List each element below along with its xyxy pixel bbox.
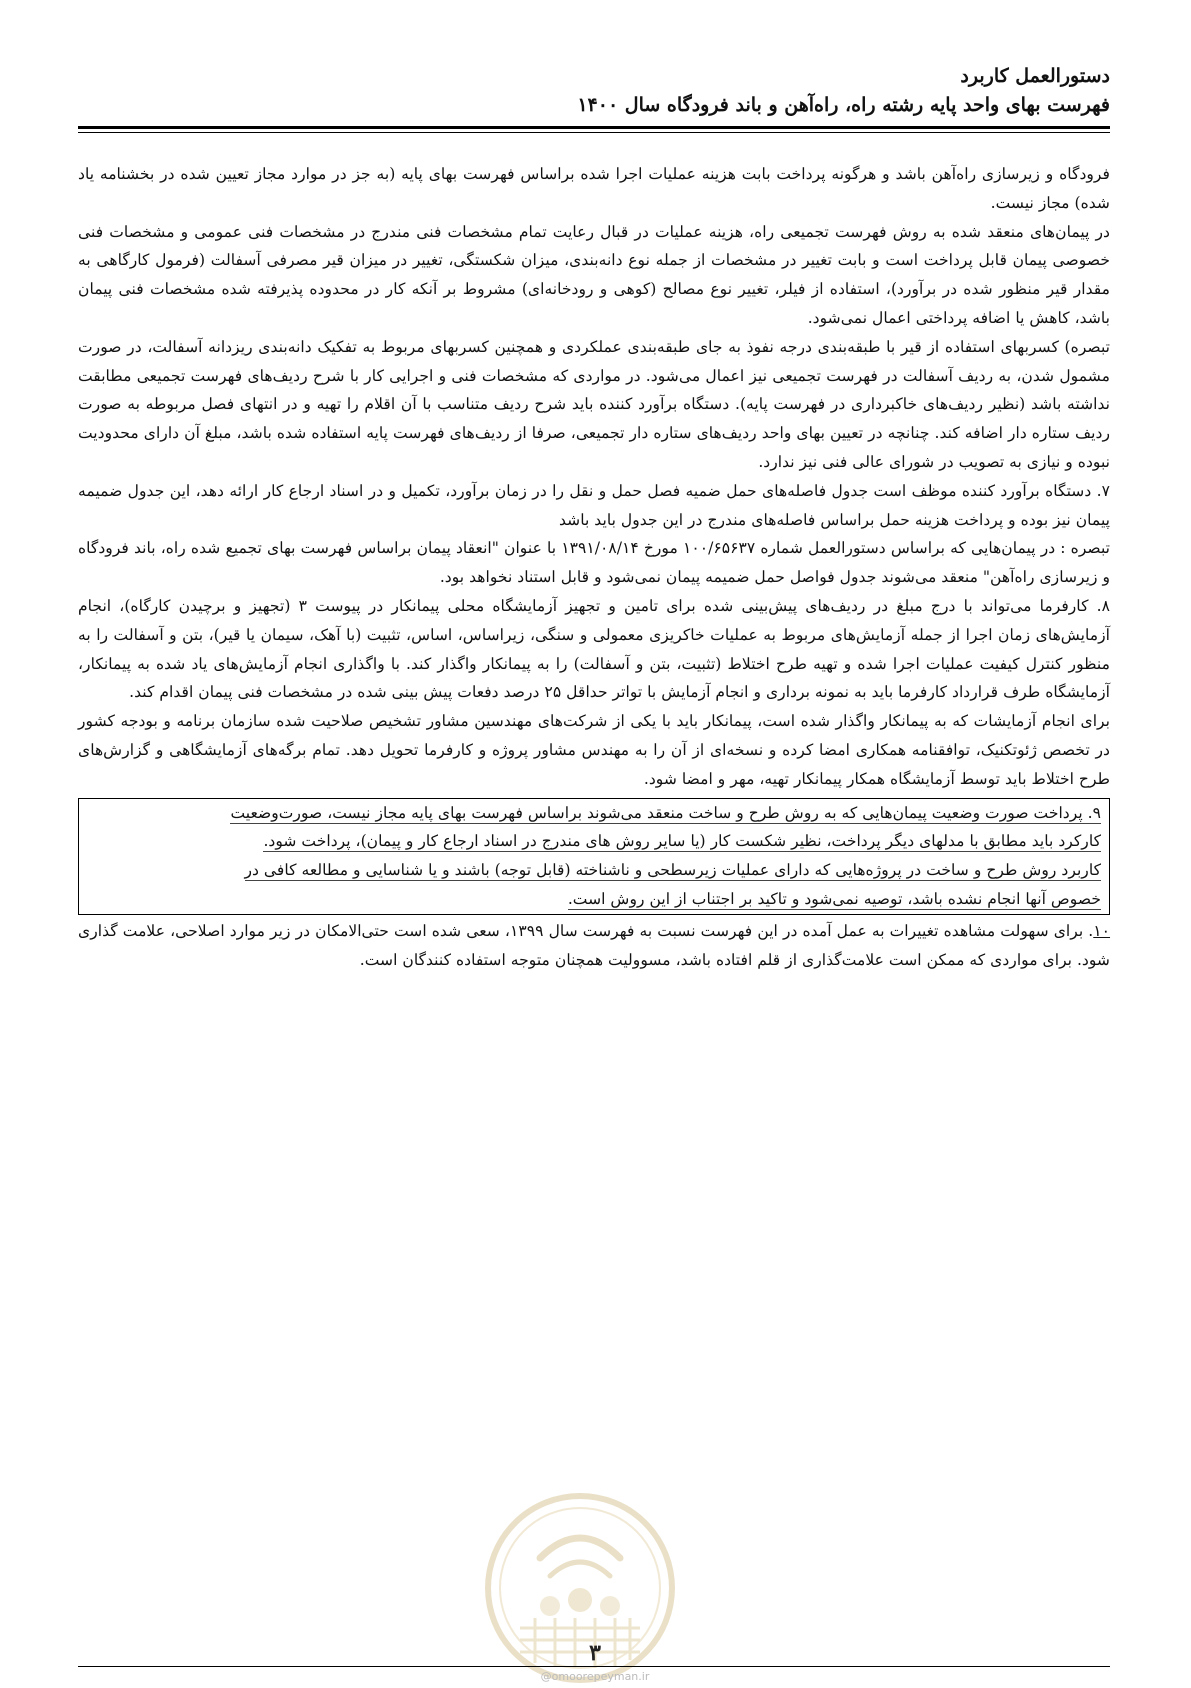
paragraph: فرودگاه و زیرسازی راه‌آهن باشد و هرگونه پرداخت بابت هزینه عملیات اجرا شده براساس فهرست بهای پایه (به جز در موارد مجاز تعیین شده در بخشنامه یاد شده) مجاز نیست. [78,165,1110,212]
header-title: دستورالعمل کاربرد [960,65,1110,87]
item-10-number: ۱۰ [1093,921,1111,940]
paragraph: ۷. دستگاه برآورد کننده موظف است جدول فاصله‌های حمل ضمیه فصل حمل و نقل را در زمان برآورد، تکمیل و در اسناد ارجاع کار ارائه دهد، این جدول ضمیمه پیمان نیز بوده و پرداخت هزینه حمل براساس فاصله‌های مندرج در این جدول باید باشد [78,481,1110,529]
boxed-line [87,799,1101,828]
boxed-line-text: کارکرد باید مطابق با مدلهای دیگر پرداخت، نظیر شکست کار (یا سایر روش های مندرج در اسناد ارجاع کار و پیمان)، پرداخت شود. [263,832,1101,851]
paragraph: برای انجام آزمایشات که به پیمانکار واگذار شده است، پیمانکار باید با یکی از شرکت‌های مهندسین مشاور تشخیص صلاحیت شده سازمان برنامه و بودجه کشور در تخصص ژئوتکنیک، توافقنامه همکاری امضا کرده و نسخه‌ای از آن را به مهندس مشاور پروژه و کارفرما تحویل دهد. تمام برگه‌های آزمایشگاهی و گزارش‌های طرح اختلاط باید توسط آزمایشگاه همکار پیمانکار تهیه، مهر و امضا شود. [78,712,1110,788]
body-content [78,160,1110,974]
page-number: ۳ [589,1640,601,1666]
paragraph-item-10 [78,917,1110,975]
boxed-line-text: خصوص آنها انجام نشده باشد، توصیه نمی‌شود و تاکید بر اجتناب از این روش است. [567,889,1101,908]
header-rule-thick [78,126,1110,129]
boxed-line-text: کاربرد روش طرح و ساخت در پروژه‌هایی که دارای عملیات زیرسطحی و ناشناخته (قابل توجه) باشند و یا شناسایی و مطالعه کافی در [244,861,1101,880]
paragraph: ۸. کارفرما می‌تواند با درج مبلغ در ردیف‌های پیش‌بینی شده برای تامین و تجهیز آزمایشگاه محلی پیمانکار در پیوست ۳ (تجهیز و برچیدن کارگاه)، انجام آزمایش‌های زمان اجرا از جمله آزمایش‌های مربوط به عملیات خاکریزی معمولی و سنگی، زیراساس، اساس، تثبیت (با آهک، سیمان یا قیر)، بتن و آسفالت را به منظور کنترل کیفیت عملیات اجرا شده و تهیه طرح اختلاط (تثبیت، بتن و آسفالت) را به پیمانکار واگذار کند. با واگذاری انجام آزمایش‌های یاد شده به پیمانکار، آزمایشگاه طرف قرارداد کارفرما باید به نمونه برداری و انجام آزمایش با تواتر حداقل ۲۵ درصد دفعات پیش بینی شده در مشخصات فنی پیمان اقدام کند. [78,596,1110,702]
item-10-text: . برای سهولت مشاهده تغییرات به عمل آمده در این فهرست نسبت به فهرست سال ۱۳۹۹، سعی شده است حتی‌الامکان در زیر موارد اصلاحی، علامت گذاری شود. برای مواردی که ممکن است علامت‌گذاری از قلم افتاده باشد، مسوولیت همچنان متوجه استفاده کنندگان است. [78,921,1110,969]
boxed-line-text: ۹. پرداخت صورت وضعیت پیمان‌هایی که به روش طرح و ساخت منعقد می‌شوند براساس فهرست بهای پایه مجاز نیست، صورت‌وضعیت [230,803,1101,822]
website-watermark: @omoorepeyman.ir [540,1670,650,1683]
boxed-line [87,827,1101,856]
header-subtitle: فهرست بهای واحد پایه رشته راه، راه‌آهن و باند فرودگاه سال ۱۴۰۰ [577,94,1110,116]
paragraph: تبصره : در پیمان‌هایی که براساس دستورالعمل شماره ۱۰۰/۶۵۶۳۷ مورخ ۱۳۹۱/۰۸/۱۴ با عنوان "انعقاد پیمان براساس فهرست بهای تجمیع شده راه، باند فرودگاه و زیرسازی راه‌آهن" منعقد می‌شوند جدول فواصل حمل ضمیمه پیمان نمی‌شود و قابل استناد نخواهد بود. [78,539,1110,587]
footer-rule [78,1666,1110,1667]
boxed-line [87,856,1101,885]
boxed-item-9 [78,798,1110,915]
page-header [78,62,1110,120]
paragraph: در پیمان‌های منعقد شده به روش فهرست تجمیعی راه، هزینه عملیات در قبال رعایت تمام مشخصات فنی مندرج در مشخصات فنی عمومی و مشخصات فنی خصوصی پیمان قابل پرداخت است و بابت تغییر در مشخصات از جمله نوع دانه‌بندی، میزان شکستگی، تغییر در میزان قیر مصرفی آسفالت (فرمول کارگاهی به مقدار قیر منظور شده در برآورد)، استفاده از فیلر، تغییر نوع مصالح (کوهی و رودخانه‌ای) مشروط بر آنکه کار در محدوده پذیرفته شده مشخصات فنی پیمان باشد، کاهش یا اضافه پرداختی اعمال نمی‌شود. [78,222,1110,327]
boxed-line [87,885,1101,914]
paragraph: تبصره) کسربهای استفاده از قیر با طبقه‌بندی درجه نفوذ به جای طبقه‌بندی عملکردی و همچنین کسربهای مربوط به تفکیک دانه‌بندی ریزدانه آسفالت، در صورت مشمول شدن، به ردیف آسفالت در فهرست تجمیعی نیز اعمال می‌شود. در مواردی که مشخصات فنی و اجرایی کار با شرح ردیف‌های فهرست تجمیعی مطابقت نداشته باشد (نظیر ردیف‌های خاکبرداری در فهرست پایه). دستگاه برآورد کننده باید شرح ردیف متناسب با آن اقلام را تهیه و در انتهای فصل مربوطه به صورت ردیف ستاره دار اضافه کند. چنانچه در تعیین بهای واحد ردیف‌های ستاره دار تجمیعی، صرفا از ردیف‌های فهرست پایه استفاده شده باشد، مبلغ آن دارای محدودیت نبوده و نیازی به تصویب در شورای عالی فنی نیز ندارد. [78,337,1110,471]
header-rule-thin [78,132,1110,133]
